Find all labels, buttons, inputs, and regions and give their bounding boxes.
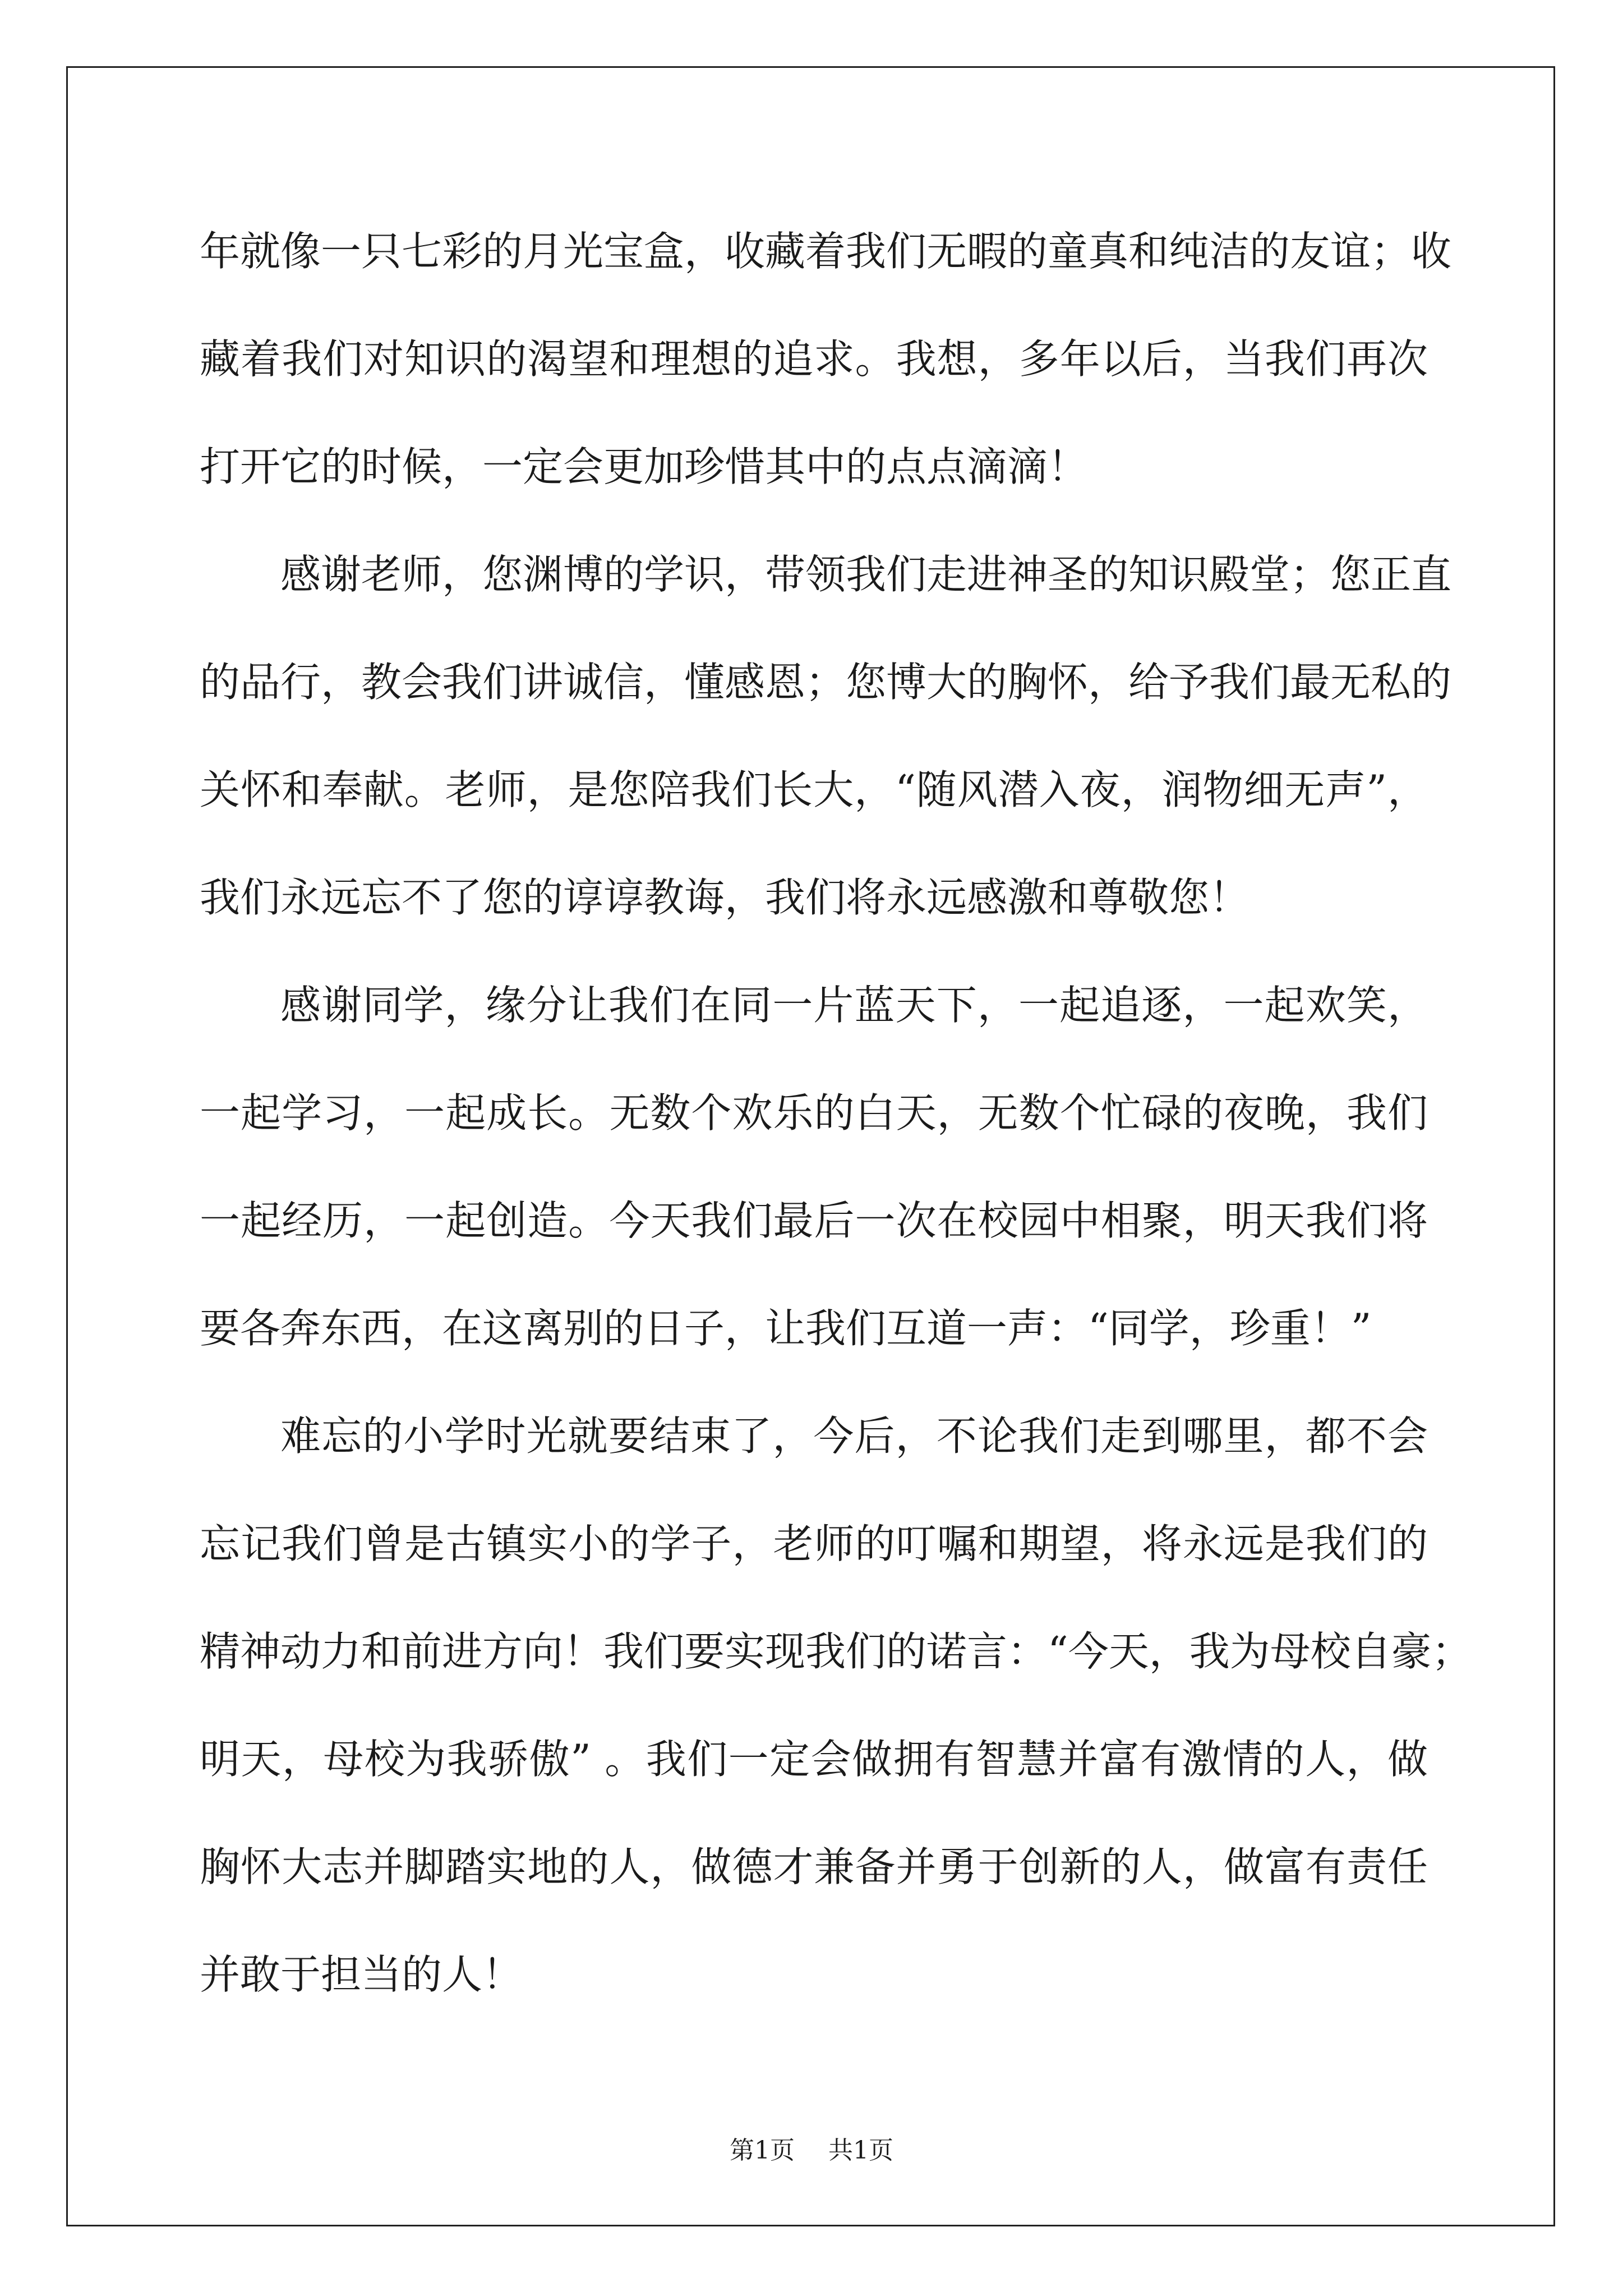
text-line: 我们永远忘不了您的谆谆教诲，我们将永远感激和尊敬您！ (200, 874, 1250, 921)
page-number-total: 共1页 (828, 2136, 893, 2165)
text-line: 感谢老师，您渊博的学识，带领我们走进神圣的知识殿堂；您正直 (280, 551, 1452, 598)
text-line: 要各奔东西，在这离别的日子，让我们互道一声：“同学，珍重！” (200, 1305, 1372, 1352)
text-line: 的品行，教会我们讲诚信，懂感恩；您博大的胸怀，给予我们最无私的 (200, 659, 1452, 706)
text-line: 明天，母校为我骄傲” 。我们一定会做拥有智慧并富有激情的人，做 (200, 1736, 1428, 1783)
text-line: 年就像一只七彩的月光宝盒，收藏着我们无暇的童真和纯洁的友谊；收 (200, 228, 1452, 275)
text-line: 藏着我们对知识的渴望和理想的追求。我想，多年以后，当我们再次 (200, 335, 1428, 383)
text-line: 精神动力和前进方向！我们要实现我们的诺言：“今天，我为母校自豪； (200, 1628, 1472, 1675)
text-line: 一起经历，一起创造。今天我们最后一次在校园中相聚，明天我们将 (200, 1197, 1428, 1244)
page-number-current: 第1页 (730, 2136, 795, 2165)
text-line: 打开它的时候，一定会更加珍惜其中的点点滴滴！ (200, 443, 1089, 490)
text-line: 胸怀大志并脚踏实地的人，做德才兼备并勇于创新的人，做富有责任 (200, 1843, 1428, 1890)
page-border (66, 66, 1555, 2226)
text-line: 难忘的小学时光就要结束了，今后，不论我们走到哪里，都不会 (280, 1412, 1428, 1460)
text-line: 忘记我们曾是古镇实小的学子，老师的叮嘱和期望，将永远是我们的 (200, 1520, 1428, 1567)
page-footer (0, 2136, 1623, 2165)
text-line: 一起学习，一起成长。无数个欢乐的白天，无数个忙碌的夜晚，我们 (200, 1089, 1428, 1137)
text-line: 并敢于担当的人！ (200, 1951, 523, 1998)
text-line: 关怀和奉献。老师，是您陪我们长大，“随风潜入夜，润物细无声”， (200, 766, 1428, 813)
text-line: 感谢同学，缘分让我们在同一片蓝天下，一起追逐，一起欢笑， (280, 982, 1428, 1029)
